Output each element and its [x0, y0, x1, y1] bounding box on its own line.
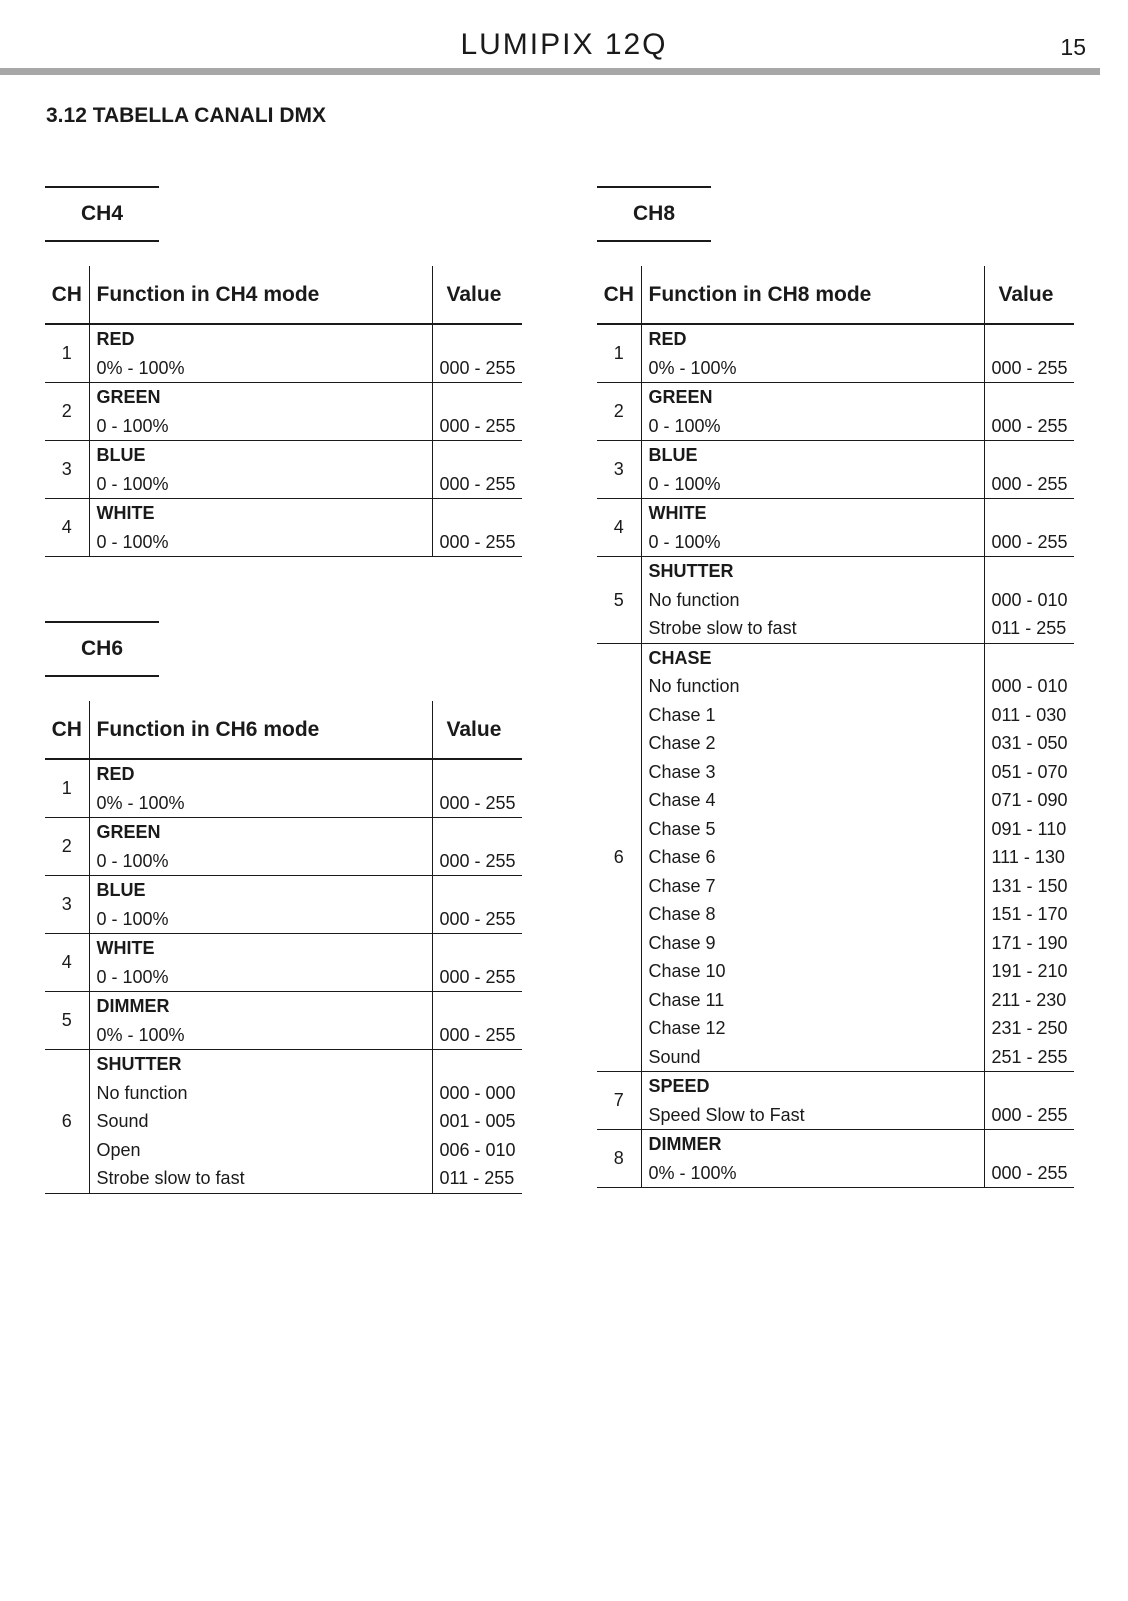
dmx-value-range: 000 - 255 [439, 966, 516, 987]
function-name: BLUE [648, 445, 698, 465]
function-option: 0 - 100% [96, 908, 169, 929]
function-name: RED [648, 329, 687, 349]
channel-number: 1 [45, 324, 89, 383]
table-row [45, 818, 522, 876]
function-cell [89, 759, 432, 818]
function-cell [89, 992, 432, 1050]
column-header-ch: CH [45, 266, 89, 324]
function-name: GREEN [96, 387, 161, 407]
dmx-value-range: 000 - 255 [439, 792, 516, 813]
dmx-value-range: 171 - 190 [991, 932, 1068, 953]
table-row [45, 992, 522, 1050]
value-cell [432, 383, 522, 441]
value-cell [984, 643, 1074, 1072]
function-cell [89, 441, 432, 499]
channel-number: 4 [45, 934, 89, 992]
channel-number: 2 [45, 818, 89, 876]
column-header-value: Value [432, 266, 522, 324]
dmx-value-range: 000 - 255 [439, 908, 516, 929]
function-option: Chase 4 [648, 790, 716, 810]
channel-number: 3 [45, 441, 89, 499]
function-name: GREEN [648, 387, 713, 407]
table-row [597, 643, 1074, 1072]
function-option: Chase 6 [648, 847, 716, 867]
value-cell [984, 441, 1074, 499]
function-option: Sound [96, 1111, 149, 1131]
column-header-ch: CH [597, 266, 641, 324]
function-option: Chase 11 [648, 989, 725, 1010]
function-option: Chase 12 [648, 1018, 726, 1038]
dmx-value-range: 000 - 000 [439, 1082, 516, 1103]
function-name: WHITE [648, 503, 707, 523]
value-cell [432, 876, 522, 934]
value-cell [432, 441, 522, 499]
dmx-value-range: 151 - 170 [991, 904, 1068, 924]
column-header-function: Function in CH4 mode [89, 266, 432, 324]
channel-number: 3 [45, 876, 89, 934]
function-option: 0% - 100% [96, 1024, 185, 1045]
dmx-value-range: 011 - 255 [991, 618, 1067, 638]
dmx-value-range: 051 - 070 [991, 761, 1068, 782]
value-cell [432, 499, 522, 557]
function-option: Strobe slow to fast [648, 618, 797, 638]
value-cell [984, 324, 1074, 383]
table-row [45, 759, 522, 818]
function-option: No function [648, 676, 740, 696]
dmx-value-range: 251 - 255 [991, 1046, 1068, 1067]
function-option: 0 - 100% [96, 415, 169, 436]
ch8-block [597, 186, 1074, 1188]
table-header-row [45, 701, 522, 759]
function-cell [89, 383, 432, 441]
function-name: CHASE [648, 647, 712, 668]
dmx-value-range: 000 - 010 [991, 589, 1068, 610]
dmx-value-range: 001 - 005 [439, 1111, 516, 1131]
value-cell [432, 992, 522, 1050]
function-option: 0 - 100% [648, 415, 721, 436]
function-name: WHITE [96, 938, 155, 958]
table-row [45, 1050, 522, 1194]
function-name: SHUTTER [648, 561, 734, 581]
column-header-ch: CH [45, 701, 89, 759]
channel-number: 5 [45, 992, 89, 1050]
function-name: DIMMER [648, 1134, 722, 1154]
dmx-value-range: 111 - 130 [991, 847, 1065, 867]
function-cell [89, 324, 432, 383]
value-cell [432, 934, 522, 992]
function-cell [641, 324, 984, 383]
dmx-value-range: 000 - 255 [991, 531, 1068, 552]
table-row [597, 383, 1074, 441]
column-header-value: Value [984, 266, 1074, 324]
function-cell [641, 383, 984, 441]
dmx-value-range: 006 - 010 [439, 1139, 516, 1160]
value-cell [984, 1072, 1074, 1130]
function-option: Sound [648, 1046, 701, 1067]
ch4-table [45, 266, 522, 557]
channel-number: 2 [597, 383, 641, 441]
channel-number: 1 [45, 759, 89, 818]
channel-number: 5 [597, 557, 641, 644]
function-option: 0 - 100% [96, 473, 169, 494]
function-name: SHUTTER [96, 1054, 182, 1074]
function-name: GREEN [96, 822, 161, 842]
channel-number: 4 [45, 499, 89, 557]
dmx-value-range: 000 - 255 [991, 473, 1068, 494]
function-name: DIMMER [96, 996, 170, 1016]
page-number: 15 [1060, 34, 1086, 60]
table-row [45, 876, 522, 934]
channel-number: 6 [45, 1050, 89, 1194]
ch6-mode-label: CH6 [45, 621, 159, 677]
document-title: LUMIPIX 12Q [460, 28, 668, 61]
ch4-block [45, 186, 522, 557]
value-cell [984, 383, 1074, 441]
value-cell [432, 1050, 522, 1194]
function-option: Chase 8 [648, 904, 716, 924]
function-option: 0% - 100% [96, 792, 185, 813]
table-row [45, 499, 522, 557]
ch6-table [45, 701, 522, 1194]
dmx-value-range: 000 - 255 [439, 850, 516, 871]
function-option: Chase 2 [648, 733, 716, 753]
function-cell [89, 499, 432, 557]
function-option: 0 - 100% [96, 531, 169, 552]
table-row [597, 557, 1074, 644]
channel-number: 4 [597, 499, 641, 557]
function-option: No function [648, 589, 740, 610]
table-row [597, 441, 1074, 499]
function-cell [641, 1072, 984, 1130]
function-name: BLUE [96, 445, 146, 465]
function-cell [641, 643, 984, 1072]
dmx-value-range: 071 - 090 [991, 790, 1068, 810]
dmx-value-range: 031 - 050 [991, 733, 1068, 753]
channel-number: 6 [597, 643, 641, 1072]
value-cell [432, 324, 522, 383]
table-row [597, 1072, 1074, 1130]
header-rule [0, 68, 1100, 75]
ch6-block [45, 621, 522, 1194]
dmx-value-range: 000 - 255 [439, 1024, 516, 1045]
table-row [45, 383, 522, 441]
table-header-row [597, 266, 1074, 324]
function-option: 0 - 100% [648, 531, 721, 552]
function-option: Chase 3 [648, 761, 716, 782]
function-option: 0% - 100% [648, 357, 737, 378]
function-option: Strobe slow to fast [96, 1168, 245, 1188]
function-name: BLUE [96, 880, 146, 900]
function-cell [89, 1050, 432, 1194]
function-cell [641, 441, 984, 499]
column-header-function: Function in CH6 mode [89, 701, 432, 759]
column-header-function: Function in CH8 mode [641, 266, 984, 324]
dmx-value-range: 231 - 250 [991, 1018, 1068, 1038]
dmx-value-range: 131 - 150 [991, 875, 1068, 896]
function-option: 0% - 100% [648, 1162, 737, 1183]
dmx-value-range: 191 - 210 [991, 961, 1068, 981]
dmx-value-range: 011 - 030 [991, 704, 1067, 725]
function-cell [641, 499, 984, 557]
table-row [45, 441, 522, 499]
function-cell [89, 818, 432, 876]
channel-number: 1 [597, 324, 641, 383]
table-row [597, 499, 1074, 557]
column-header-value: Value [432, 701, 522, 759]
dmx-value-range: 000 - 255 [991, 1104, 1068, 1125]
table-header-row [45, 266, 522, 324]
table-row [597, 324, 1074, 383]
channel-number: 8 [597, 1130, 641, 1188]
function-option: Chase 5 [648, 818, 716, 839]
function-name: RED [96, 329, 135, 349]
function-cell [89, 934, 432, 992]
function-name: WHITE [96, 503, 155, 523]
function-option: 0 - 100% [96, 850, 169, 871]
channel-number: 3 [597, 441, 641, 499]
dmx-value-range: 011 - 255 [439, 1168, 515, 1188]
dmx-value-range: 000 - 255 [991, 1162, 1068, 1183]
value-cell [984, 1130, 1074, 1188]
value-cell [984, 499, 1074, 557]
function-option: 0 - 100% [96, 966, 169, 987]
function-option: Speed Slow to Fast [648, 1104, 805, 1125]
ch4-mode-label: CH4 [45, 186, 159, 242]
dmx-value-range: 000 - 010 [991, 676, 1068, 696]
dmx-value-range: 000 - 255 [439, 357, 516, 378]
function-option: 0 - 100% [648, 473, 721, 494]
dmx-value-range: 000 - 255 [439, 473, 516, 494]
function-name: SPEED [648, 1076, 710, 1096]
dmx-value-range: 000 - 255 [439, 531, 516, 552]
function-option: Chase 9 [648, 932, 716, 953]
channel-number: 2 [45, 383, 89, 441]
function-option: Open [96, 1139, 141, 1160]
table-row [597, 1130, 1074, 1188]
table-row [45, 324, 522, 383]
dmx-value-range: 211 - 230 [991, 989, 1067, 1010]
value-cell [432, 818, 522, 876]
function-cell [641, 557, 984, 644]
function-option: Chase 1 [648, 704, 716, 725]
value-cell [984, 557, 1074, 644]
function-option: No function [96, 1082, 188, 1103]
channel-number: 7 [597, 1072, 641, 1130]
dmx-value-range: 091 - 110 [991, 818, 1067, 839]
value-cell [432, 759, 522, 818]
function-option: Chase 10 [648, 961, 726, 981]
function-cell [641, 1130, 984, 1188]
dmx-value-range: 000 - 255 [439, 415, 516, 436]
dmx-value-range: 000 - 255 [991, 415, 1068, 436]
function-option: 0% - 100% [96, 357, 185, 378]
function-option: Chase 7 [648, 875, 716, 896]
function-name: RED [96, 764, 135, 784]
ch8-mode-label: CH8 [597, 186, 711, 242]
table-row [45, 934, 522, 992]
function-cell [89, 876, 432, 934]
ch8-table [597, 266, 1074, 1188]
section-title: 3.12 TABELLA CANALI DMX [46, 104, 327, 127]
dmx-value-range: 000 - 255 [991, 357, 1068, 378]
